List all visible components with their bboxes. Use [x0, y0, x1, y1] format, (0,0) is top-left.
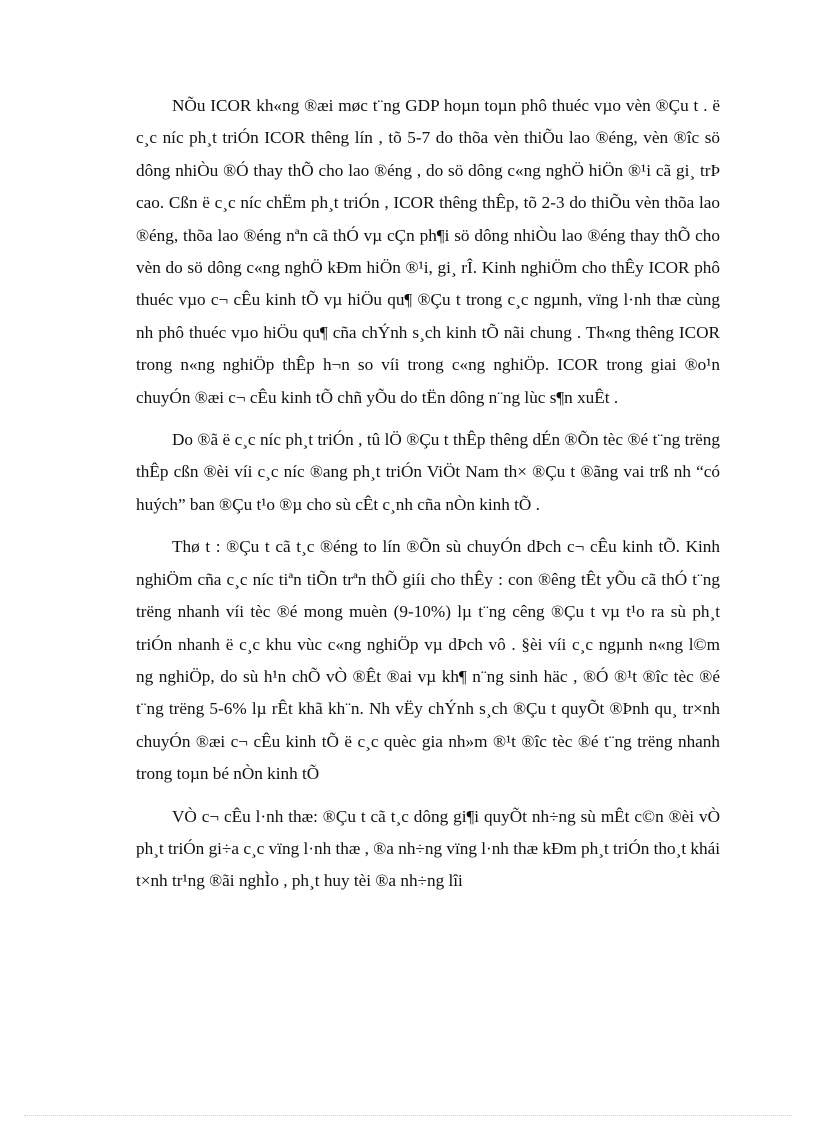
page-bottom-divider: [24, 1115, 792, 1116]
paragraph-icor: NÕu ICOR kh«ng ®æi møc t¨ng GDP hoµn toµn phô thuéc vµo vèn ®Çu t . ë c¸c níc ph¸t triÓn ICOR thêng lín , tõ 5-7 do thõa vèn thiÕu lao ®éng, vèn ®îc sö dông nhiÒu ®Ó thay thÕ cho lao ®éng , do sö dông c«ng nghÖ hiÖn ®¹i cã gi¸ trÞ cao. Cßn ë c¸c níc chËm ph¸t triÓn , ICOR thêng thÊp, tõ 2-3 do thiÕu vèn thõa lao ®éng, thõa lao ®éng nªn cã thÓ vµ cÇn ph¶i sö dông nhiÒu lao ®éng thay thÕ cho vèn do sö dông c«ng nghÖ kÐm hiÖn ®¹i, gi¸ rÎ. Kinh nghiÖm cho thÊy ICOR phô thuéc vµo c¬ cÊu kinh tÕ vµ hiÖu qu¶ ®Çu t trong c¸c ngµnh, vïng l·nh thæ cùng nh phô thuéc vµo hiÖu qu¶ cña chÝnh s¸ch kinh tÕ nãi chung . Th«ng thêng ICOR trong n«ng nghiÖp thÊp h¬n so víi trong c«ng nghiÖp. ICOR trong giai ®o¹n chuyÓn ®æi c¬ cÊu kinh tÕ chñ yÕu do tËn dông n¨ng lùc s¶n xuÊt .: [136, 96, 720, 407]
paragraph-regional-structure: VÒ c¬ cÊu l·nh thæ: ®Çu t cã t¸c dông gi¶i quyÕt nh÷ng sù mÊt c©n ®èi vÒ ph¸t triÓn gi÷a c¸c vïng l·nh thæ , ®a nh÷ng vïng l·nh thæ kÐm ph¸t triÓn tho¸t khái t×nh tr¹ng ®ãi nghÌo , ph¸t huy tèi ®a nh÷ng lîi: [136, 806, 720, 891]
paragraph-structural-shift: Thø t : ®Çu t cã t¸c ®éng to lín ®Õn sù chuyÓn dÞch c¬ cÊu kinh tÕ. Kinh nghiÖm cña c¸c níc tiªn tiÕn trªn thÕ giíi cho thÊy : con ®êng tÊt yÕu cã thÓ t¨ng trëng nhanh víi tèc ®é mong muèn (9-10%) lµ t¨ng cêng ®Çu t vµ t¹o ra sù ph¸t triÓn nhanh ë c¸c khu vùc c«ng nghiÖp vµ dÞch vô . §èi víi c¸c ngµnh n«ng l©m ng nghiÖp, do sù h¹n chÕ vÒ ®Êt ®ai vµ kh¶ n¨ng sinh häc , ®Ó ®¹t ®îc tèc ®é t¨ng trëng 5-6% lµ rÊt khã kh¨n. Nh vËy chÝnh s¸ch ®Çu t quyÕt ®Þnh qu¸ tr×nh chuyÓn ®æi c¬ cÊu kinh tÕ ë c¸c quèc gia nh»m ®¹t ®îc tèc ®é t¨ng trëng nhanh trong toµn bé nÒn kinh tÕ: [136, 537, 720, 784]
paragraph-developing-countries: Do ®ã ë c¸c níc ph¸t triÓn , tû lÖ ®Çu t thÊp thêng dÉn ®Õn tèc ®é t¨ng trëng thÊp cßn ®èi víi c¸c níc ®ang ph¸t triÓn ViÖt Nam th× ®Çu t ®ãng vai trß nh “có huých” ban ®Çu t¹o ®µ cho sù cÊt c¸nh cña nÒn kinh tÕ .: [136, 430, 720, 514]
document-body: [136, 90, 720, 908]
